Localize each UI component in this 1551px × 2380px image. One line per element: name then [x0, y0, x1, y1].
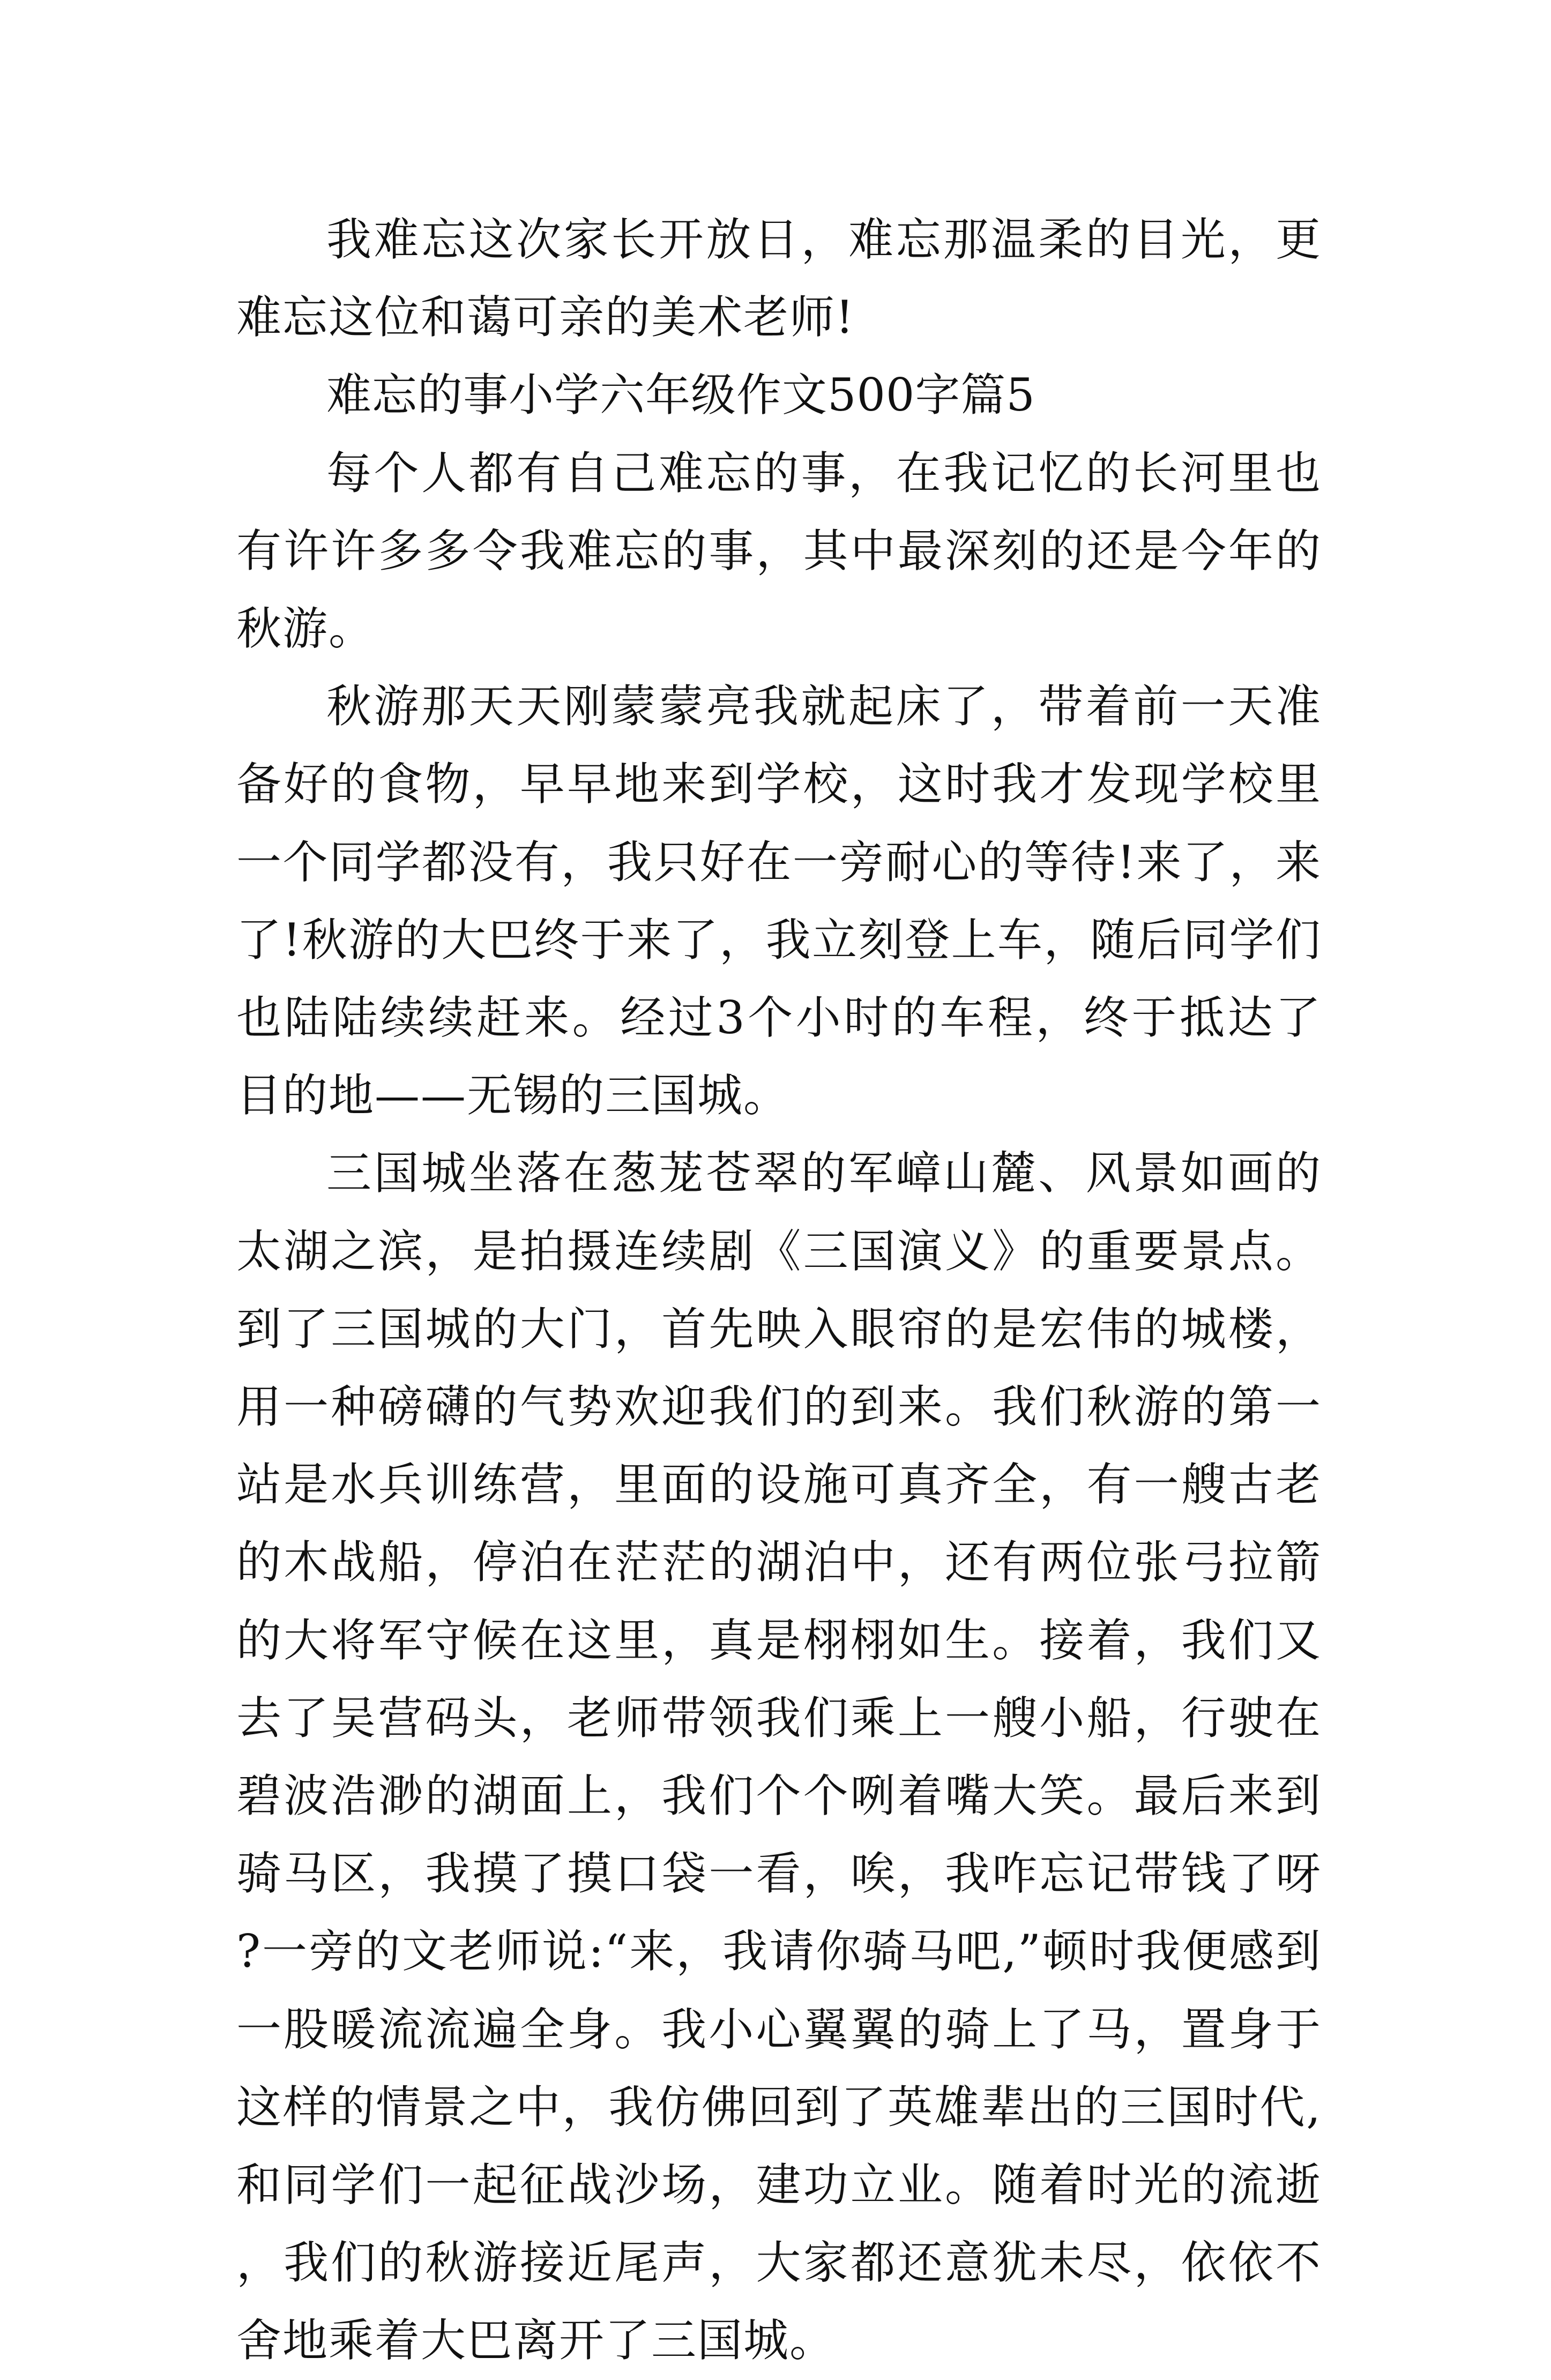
- document-body: [236, 201, 1322, 2380]
- paragraph-departure: 秋游那天天刚蒙蒙亮我就起床了，带着前一天准备好的食物，早早地来到学校，这时我才发现学校里一个同学都没有，我只好在一旁耐心的等待!来了，来了!秋游的大巴终于来了，我立刻登上车，随后同学们也陆陆续续赶来。经过3个小时的车程，终于抵达了目的地——无锡的三国城。: [236, 680, 1322, 1122]
- paragraph-sanguo-city: 三国城坐落在葱茏苍翠的军嶂山麓、风景如画的太湖之滨，是拍摄连续剧《三国演义》的重要景点。到了三国城的大门，首先映入眼帘的是宏伟的城楼，用一种磅礴的气势欢迎我们的到来。我们秋游的第一站是水兵训练营，里面的设施可真齐全，有一艘古老的木战船，停泊在茫茫的湖泊中，还有两位张弓拉箭的大将军守候在这里，真是栩栩如生。接着，我们又去了吴营码头，老师带领我们乘上一艘小船，行驶在碧波浩渺的湖面上，我们个个咧着嘴大笑。最后来到骑马区，我摸了摸口袋一看，唉，我咋忘记带钱了呀?一旁的文老师说:“来，我请你骑马吧,”顿时我便感到一股暖流流遍全身。我小心翼翼的骑上了马，置身于这样的情景之中，我仿佛回到了英雄辈出的三国时代,和同学们一起征战沙场，建功立业。随着时光的流逝，我们的秋游接近尾声，大家都还意犹未尽，依依不舍地乘着大巴离开了三国城。: [236, 1147, 1322, 2367]
- paragraph-intro: 每个人都有自己难忘的事，在我记忆的长河里也有许许多多令我难忘的事，其中最深刻的还是今年的秋游。: [236, 446, 1322, 655]
- paragraph-closing: 我难忘这次家长开放日，难忘那温柔的目光，更难忘这位和蔼可亲的美术老师!: [236, 213, 1322, 344]
- section-title: 难忘的事小学六年级作文500字篇5: [326, 369, 1035, 422]
